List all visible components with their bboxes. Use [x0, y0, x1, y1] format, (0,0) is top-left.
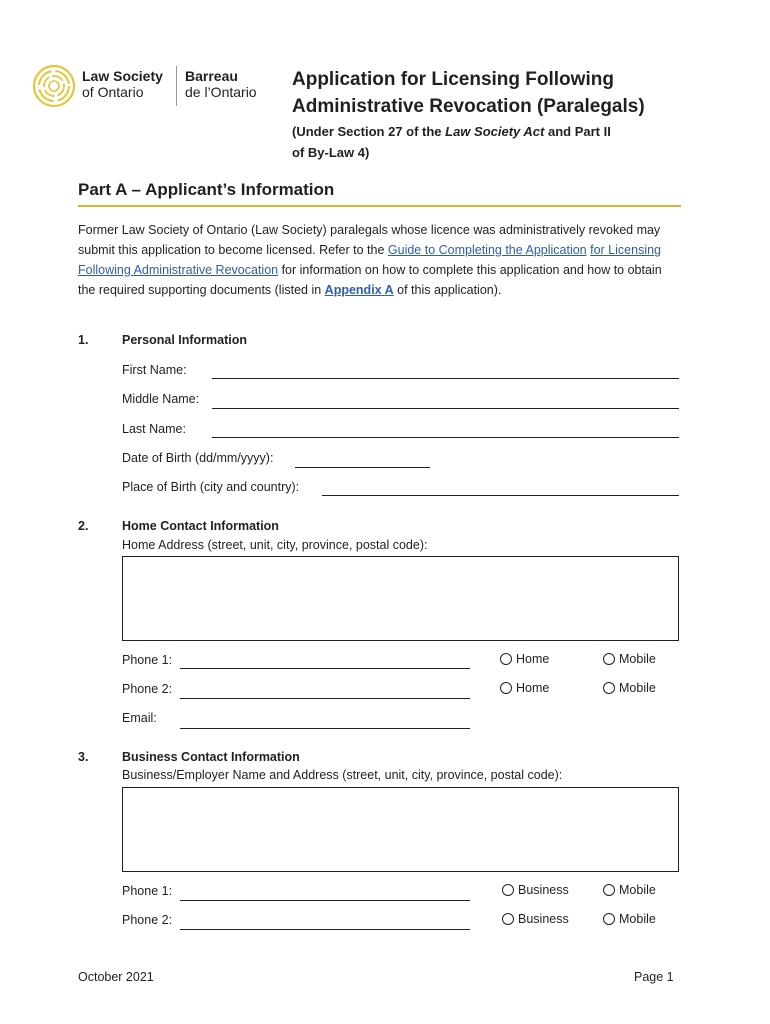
logo-divider: [176, 66, 177, 106]
radio-circle: [500, 682, 512, 694]
home-phone1-field[interactable]: [180, 668, 470, 669]
home-phone1-home-radio[interactable]: [500, 652, 549, 666]
radio-circle: [603, 913, 615, 925]
subtitle-pre: (Under Section 27 of the: [292, 124, 446, 139]
first-name-label: First Name:: [122, 363, 187, 377]
business-phone2-business-radio[interactable]: [502, 912, 569, 926]
business-address-label: Business/Employer Name and Address (street, unit, city, province, postal code):: [122, 768, 563, 782]
home-address-label: Home Address (street, unit, city, province, postal code):: [122, 538, 428, 552]
home-phone1-mobile-radio[interactable]: [603, 652, 656, 666]
logo-fr-line2: de l’Ontario: [185, 84, 257, 100]
home-address-textarea[interactable]: [122, 556, 679, 641]
section-1-title: Personal Information: [122, 333, 248, 347]
business-phone1-business-radio[interactable]: [502, 883, 569, 897]
radio-label: Home: [516, 652, 550, 666]
last-name-label: Last Name:: [122, 422, 186, 436]
radio-label: Mobile: [619, 681, 656, 695]
radio-circle: [603, 682, 615, 694]
logo-fr-line1: Barreau: [185, 68, 238, 84]
pob-field[interactable]: [322, 495, 679, 496]
first-name-field[interactable]: [212, 378, 679, 379]
intro-text-1: Former Law Society of Ontario (Law Society) paralegals whose licence was administratively revoked may submit this application to become licensed. Refer to the: [78, 223, 661, 257]
document-subtitle: [292, 121, 712, 163]
document-title: [292, 66, 732, 120]
dob-field[interactable]: [295, 467, 430, 468]
email-field[interactable]: [180, 728, 470, 729]
subtitle-line2: of By-Law 4): [292, 145, 370, 160]
business-phone1-mobile-radio[interactable]: [603, 883, 656, 897]
business-phone1-label: Phone 1:: [122, 884, 173, 898]
business-address-textarea[interactable]: [122, 787, 679, 872]
business-phone1-field[interactable]: [180, 900, 470, 901]
part-a-heading: Part A – Applicant’s Information: [78, 180, 335, 199]
radio-label: Home: [516, 681, 550, 695]
section-3-number: 3.: [78, 750, 89, 764]
home-phone2-label: Phone 2:: [122, 682, 173, 696]
radio-label: Mobile: [619, 883, 656, 897]
title-line2: Administrative Revocation (Paralegals): [292, 96, 645, 117]
intro-text-2: for information on how to complete this application and how to obtain the required supporting documents (listed in: [78, 263, 662, 297]
section-2-number: 2.: [78, 519, 89, 533]
middle-name-field[interactable]: [212, 408, 679, 409]
home-phone2-mobile-radio[interactable]: [603, 681, 656, 695]
radio-label: Business: [518, 912, 569, 926]
part-a-intro: [78, 220, 678, 300]
guide-link-2[interactable]: for Licensing Following Administrative Revocation: [78, 243, 661, 277]
logo-en-line1: Law Society: [82, 68, 163, 84]
radio-circle: [603, 653, 615, 665]
radio-circle: [500, 653, 512, 665]
radio-circle: [502, 913, 514, 925]
footer-page-number: Page 1: [634, 970, 674, 984]
email-label: Email:: [122, 711, 157, 725]
guide-link-1[interactable]: Guide to Completing the Application: [387, 243, 587, 257]
radio-label: Business: [518, 883, 569, 897]
title-line1: Application for Licensing Following: [292, 69, 614, 90]
appendix-a-link[interactable]: Appendix A: [324, 283, 394, 297]
dob-label: Date of Birth (dd/mm/yyyy):: [122, 451, 274, 465]
logo-text-english: [82, 68, 163, 100]
logo-en-line2: of Ontario: [82, 84, 144, 100]
radio-label: Mobile: [619, 652, 656, 666]
section-1-number: 1.: [78, 333, 89, 347]
radio-circle: [502, 884, 514, 896]
radio-label: Mobile: [619, 912, 656, 926]
logo-text-french: [185, 68, 257, 100]
intro-text-3: of this application).: [393, 283, 502, 297]
footer-date: October 2021: [78, 970, 154, 984]
part-a-rule: [78, 205, 681, 207]
pob-label: Place of Birth (city and country):: [122, 480, 300, 494]
subtitle-italic: Law Society Act: [445, 124, 545, 139]
home-phone2-field[interactable]: [180, 698, 470, 699]
subtitle-post: and Part II: [544, 124, 611, 139]
home-phone2-home-radio[interactable]: [500, 681, 549, 695]
section-2-title: Home Contact Information: [122, 519, 279, 533]
last-name-field[interactable]: [212, 437, 679, 438]
business-phone2-field[interactable]: [180, 929, 470, 930]
law-society-logo-icon: [32, 64, 76, 108]
section-3-title: Business Contact Information: [122, 750, 300, 764]
middle-name-label: Middle Name:: [122, 392, 200, 406]
home-phone1-label: Phone 1:: [122, 653, 173, 667]
radio-circle: [603, 884, 615, 896]
business-phone2-mobile-radio[interactable]: [603, 912, 656, 926]
business-phone2-label: Phone 2:: [122, 913, 173, 927]
